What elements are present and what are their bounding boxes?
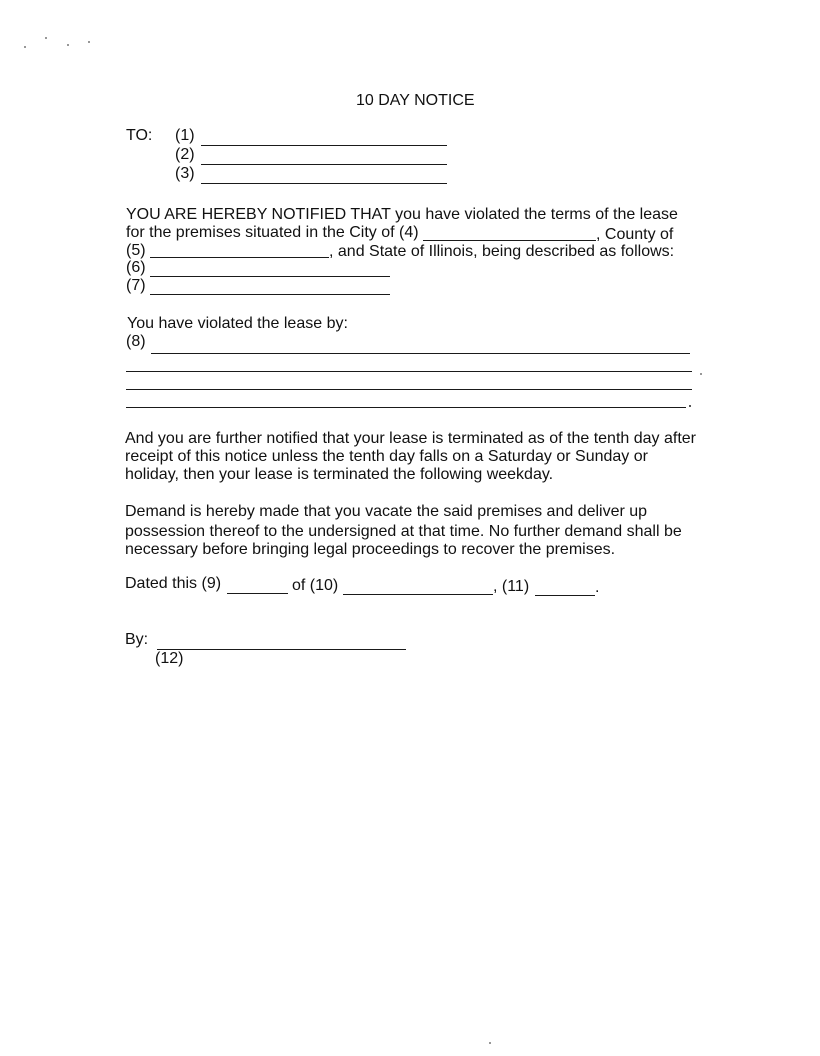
to-label: TO: [126, 127, 153, 144]
to-item-3-blank[interactable] [201, 183, 447, 184]
dated-of-label: of (10) [292, 577, 339, 594]
demand-para-line2: possession thereof to the undersigned at that time. No further demand shall be [125, 523, 682, 540]
notice-para1-line1: YOU ARE HEREBY NOTIFIED THAT you have violated the terms of the lease [126, 206, 678, 223]
to-item-2-label: (2) [175, 146, 195, 163]
demand-para-line1: Demand is hereby made that you vacate the said premises and deliver up [125, 503, 648, 520]
notice-para1-line2a: for the premises situated in the City of (4) [126, 224, 419, 241]
dated-end-period: . [595, 579, 600, 596]
violation-blank-3[interactable] [126, 389, 692, 390]
to-item-1-label: (1) [175, 127, 195, 144]
dated-prefix: Dated this (9) [125, 575, 222, 592]
termination-para-line3: holiday, then your lease is terminated the following weekday. [125, 466, 554, 483]
description-item-6-label: (6) [126, 259, 146, 276]
termination-para-line1: And you are further notified that your lease is terminated as of the tenth day after [125, 430, 696, 447]
scan-speck [24, 46, 26, 48]
violation-blank-1[interactable] [151, 353, 690, 354]
scan-speck [489, 1042, 491, 1044]
description-item-7-blank[interactable] [150, 294, 390, 295]
county-label: (5) [126, 242, 146, 259]
scan-speck [45, 37, 47, 39]
month-blank[interactable] [343, 594, 493, 595]
signature-blank[interactable] [157, 649, 406, 650]
dated-year-label: , (11) [493, 578, 530, 595]
violation-end-period [689, 405, 691, 407]
signature-item-12-label: (12) [155, 650, 184, 667]
termination-para-line2: receipt of this notice unless the tenth day falls on a Saturday or Sunday or [125, 448, 648, 465]
violation-item-8-label: (8) [126, 333, 146, 350]
signature-by-label: By: [125, 631, 149, 648]
day-blank[interactable] [227, 593, 288, 594]
to-item-1-blank[interactable] [201, 145, 447, 146]
scan-speck [67, 44, 69, 46]
violation-blank-2[interactable] [126, 371, 692, 372]
county-blank[interactable] [150, 257, 329, 258]
scan-speck [88, 41, 90, 43]
city-blank[interactable] [423, 240, 596, 241]
to-item-3-label: (3) [175, 165, 195, 182]
description-item-6-blank[interactable] [150, 276, 390, 277]
notice-para1-line2b: , County of [596, 226, 674, 243]
page-title: 10 DAY NOTICE [356, 92, 475, 109]
demand-para-line3: necessary before bringing legal proceedings to recover the premises. [125, 541, 616, 558]
notice-para1-line3b: , and State of Illinois, being described as follows: [329, 243, 675, 260]
scan-speck [700, 373, 702, 375]
year-blank[interactable] [535, 595, 595, 596]
violation-blank-4[interactable] [126, 407, 686, 408]
violation-intro: You have violated the lease by: [127, 315, 348, 332]
to-item-2-blank[interactable] [201, 164, 447, 165]
description-item-7-label: (7) [126, 277, 146, 294]
